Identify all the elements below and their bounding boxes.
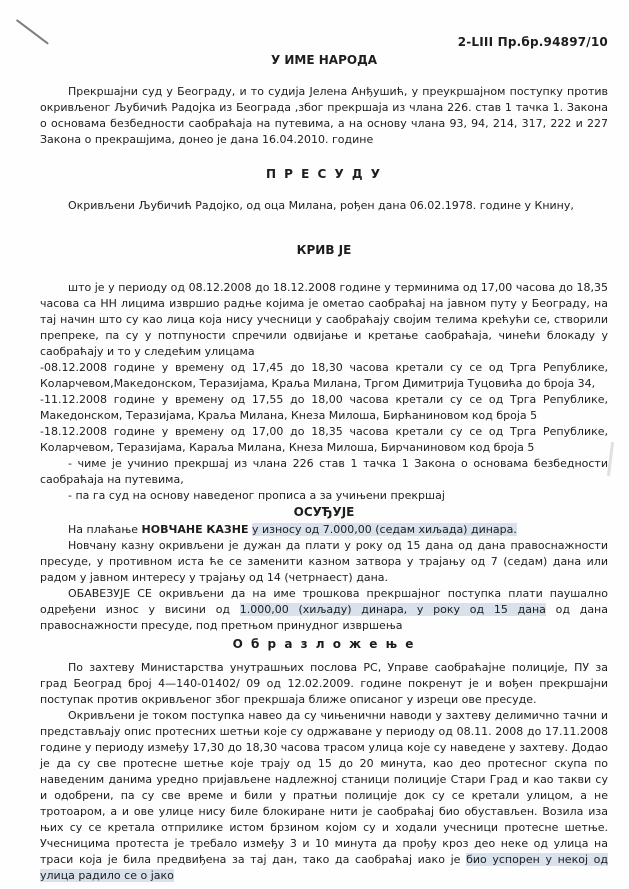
payment-terms-paragraph: Новчану казну окривљени је дужан да плати у року од 15 дана од дана правоснажности пресуде, у противном иста ће се заменити казном затвора у трајању од 7 (седам) дана или радом у јавном интересу у трајању од 14 (четрнаест) дана. [40,539,608,584]
scan-artifact [607,442,614,476]
selection-highlight: био успорен у некој од улица радило се о јако [40,853,608,882]
case-number: 2-LIII Пр.бр.94897/10 [457,35,608,49]
selection-highlight: у износу од 7.000,00 (седам хиљада) динара. [251,523,517,536]
selection-highlight: 1.000,00 (хиљаду) динара, у року од 15 дана [239,603,546,616]
heading-presudu: П Р Е С У Д У [265,167,383,181]
route-item-1: -08.12.2008 године у времену од 17,45 до 18,30 часова кретали су се од Трга Републике, Коларчевом,Македонском, Теразијама, Краља Милана, Тргом Димитрија Туцовића до броја 34, [40,361,608,390]
defendant-paragraph: Окривљени Љубичић Радојко, од оца Милана, рођен дана 06.02.1978. године у Книну, [68,199,574,212]
heading-kriv-je: КРИВ ЈЕ [296,243,352,257]
statement-paragraph: Окривљени је током поступка навео да су чињенични наводи у захтеву делимично тачни и представљају опис протесних шетњи које су одржаване у периоду од 08.11. 2008 до 17.11.2008 године у периоду између 17,30 до 18,30 часова трасом улица које су наведене у захтеву. Додао је да су све протесне шетње које трају од 15 до 20 минута, као део протесног скупа по наведеним данима уредно пријављене надлежној станици полиције Стари Град и као такви су и одобрени, па су све време и били у пратњи полиције док су се кретали улицом, а не тротоаром, а и ове улице нису биле блокиране нити је саобраћај био обустављен. Возила иза њих су се кретала отприлике истом брзином којом су и ходали учесници протесне шетње. Учесницима протеста је требало између 3 и 10 минута да прођу кроз део неке од улица на траси која је била предвиђена за тај дан, тако да саобраћај иако је био успорен у некој од улица радило се о јако [40,709,608,882]
document-body [40,52,608,884]
offense-paragraph: што је у периоду од 08.12.2008 до 18.12.2008 године у терминима од 17,00 часова до 18,35 часова са НН лицима извршио радње којима је ометао саобраћај на јавном путу у Београду, на тај начин што су као лица која нису учесници у саобраћају својим телима крећући се, створили препреке, па су у потпуности спречили одвијање и кретање саобраћаја, чинећи блокаду у саобраћају и то у следећим улицама [40,281,608,358]
intro-paragraph: Прекршајни суд у Београду, и то судија Јелена Анђушић, у преукршајном поступку против окривљеног Љубичић Радојка из Београда ,због прекршаја из члана 226. став 1 тачка 1. Закона о основама безбедности саобраћаја на путевима, а на основу члана 93, 94, 214, 317, 222 и 227 Закона о прекрашјима, донео је дана 16.04.2010. године [40,85,608,146]
heading-osudjuje: ОСУЂУЈЕ [293,505,355,519]
violation-clause: - чиме је учинио прекршај из члана 226 став 1 тачка 1 Закона о основама безбедности саобраћаја на путевима, [40,457,608,486]
route-item-3: -18.12.2008 године у времену од 17,00 до 18,35 часова кретали су се од Трга Републике, Коларчевом, Теразијама, Караља Милана, Кнеза Милоша, Бирчаниновом код броја 5 [40,425,608,454]
document-content [40,34,608,884]
request-paragraph: По захтеву Министарства унутрашњих послова РС, Управе саобраћајне полиције, ПУ за град Београд број 4—140-01402/ 09 од 12.02.2009. године покренут је и вођен прекршајни поступак против окривљеног због прекршаја ближе описаног у изреци ове пресуде. [40,661,608,706]
route-item-2: -11.12.2008 године у времену од 17,55 до 18,00 часова кретали су се од Трга Републике, Македонском, Теразијама, Краља Милана, Кнеза Милоша, Бирћаниновом код броја 5 [40,393,608,422]
fine-paragraph: На плаћање НОВЧАНЕ КАЗНЕ у износу од 7.000,00 (седам хиљада) динара. [68,523,517,536]
costs-paragraph: ОБАВЕЗУЈЕ СЕ окривљени да на име трошкова прекршајног поступка плати паушално одређени износ у висини од 1.000,00 (хиљаду) динара, у року од 15 дана од дана правоснажности пресуде, под претњом принудног извршења [40,587,608,632]
heading-obrazlozenje: О б р а з л о ж е њ е [232,637,416,651]
title-u-ime-naroda: У ИМЕ НАРОДА [270,53,378,67]
basis-clause: - па га суд на основу наведеног прописа а за учињени прекршај [68,489,445,502]
